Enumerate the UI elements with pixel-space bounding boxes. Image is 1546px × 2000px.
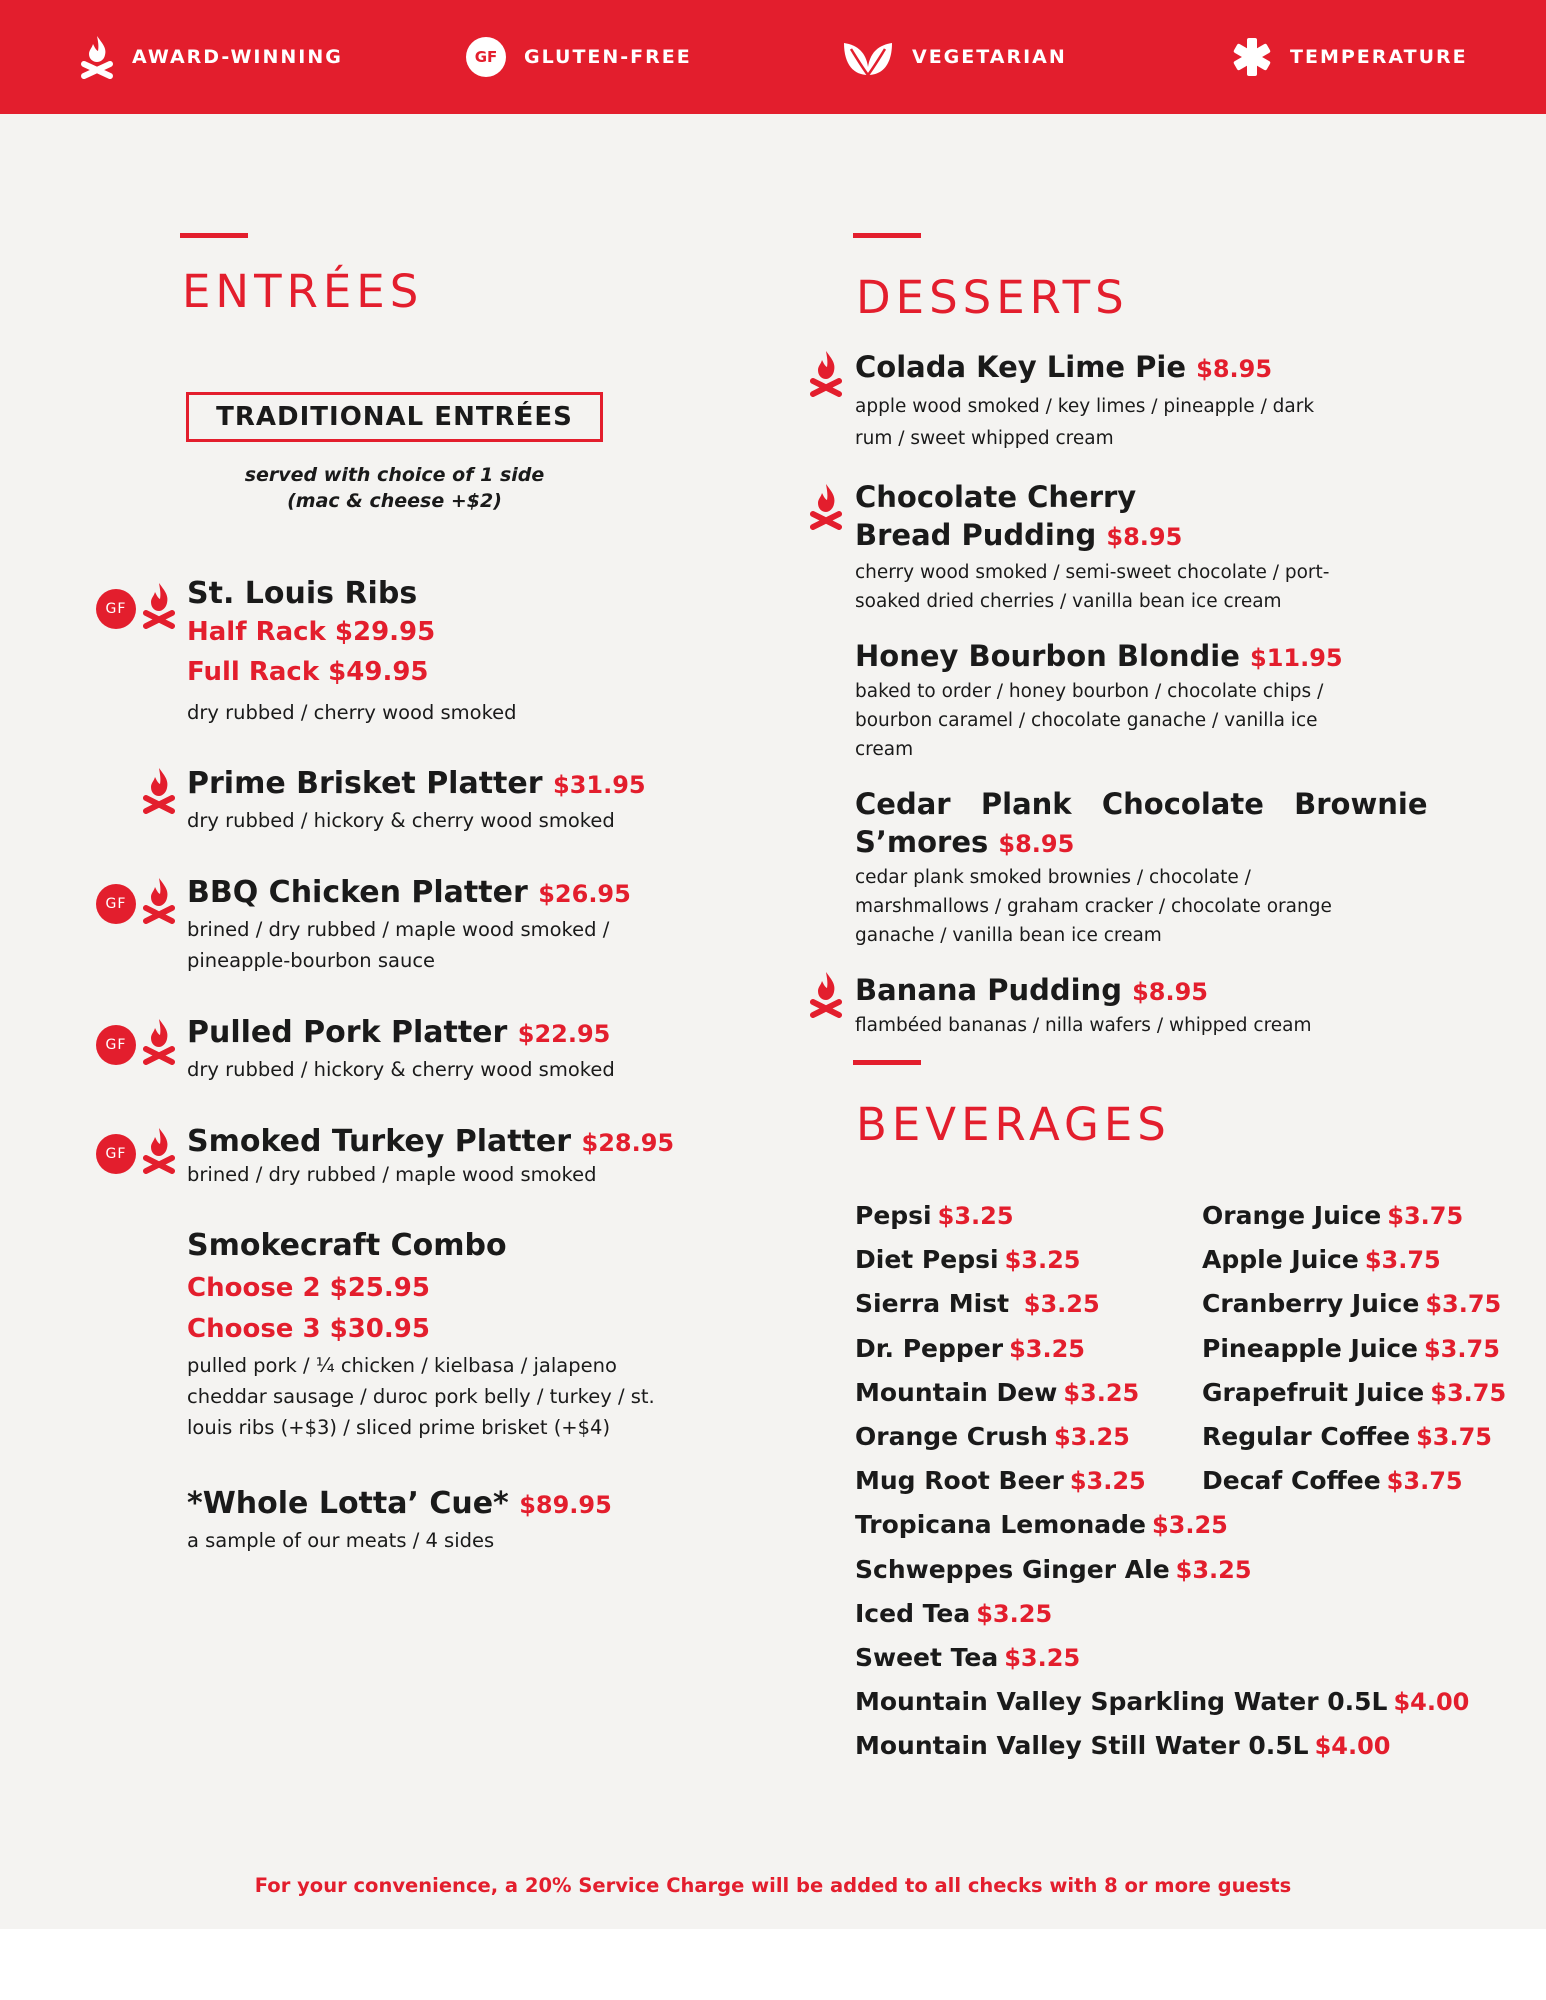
beverage-name: Decaf Coffee [1202, 1466, 1381, 1495]
campfire-icon [143, 876, 175, 924]
beverage-price: $3.25 [1053, 1423, 1130, 1451]
item-description: pineapple-bourbon sauce [187, 949, 436, 972]
gf-icon: GF [96, 589, 136, 629]
campfire-icon [143, 766, 175, 814]
campfire-icon [143, 1017, 175, 1065]
item-name: Bread Pudding [855, 518, 1097, 552]
item-price-full-rack: Full Rack $49.95 [187, 657, 429, 687]
beverage-item [1202, 1466, 1463, 1495]
beverage-item [855, 1510, 1228, 1539]
legend-label: VEGETARIAN [912, 46, 1067, 68]
beverage-price: $3.75 [1430, 1379, 1507, 1407]
item-price: $22.95 [517, 1020, 611, 1048]
beverage-price: $3.25 [1004, 1644, 1081, 1672]
item-name: Colada Key Lime Pie [855, 350, 1187, 384]
beverage-item [855, 1687, 1469, 1716]
traditional-entrees-heading: TRADITIONAL ENTRÉES [186, 392, 603, 442]
legend-label: TEMPERATURE [1290, 46, 1468, 68]
item-description: pulled pork / ¼ chicken / kielbasa / jalapeno [187, 1354, 617, 1377]
beverage-name: Sweet Tea [855, 1643, 999, 1672]
beverage-name: Mountain Valley Still Water 0.5L [855, 1731, 1309, 1760]
item-name: *Whole Lotta’ Cue* [187, 1486, 509, 1521]
beverage-item [855, 1201, 1014, 1230]
item-price: $31.95 [553, 771, 646, 799]
beverage-price: $3.75 [1416, 1423, 1492, 1451]
beverage-price: $3.25 [1069, 1467, 1146, 1495]
item-name-line [187, 1015, 615, 1052]
menu-item-banana-pudding [855, 971, 1312, 1040]
item-name-line [855, 516, 1329, 556]
beverage-name: Cranberry Juice [1202, 1289, 1420, 1318]
beverage-price: $3.75 [1387, 1202, 1464, 1230]
beverage-name: Grapefruit Juice [1202, 1378, 1425, 1407]
gf-icon: GF [96, 1134, 136, 1174]
item-name-line [187, 1124, 674, 1161]
item-name-line [187, 875, 631, 912]
item-name: Chocolate Cherry [855, 480, 1137, 514]
beverage-name: Mountain Dew [855, 1378, 1058, 1407]
item-description: soaked dried cherries / vanilla bean ice cream [855, 591, 1282, 612]
campfire-icon [810, 970, 842, 1018]
menu-item-colada-key-lime-pie [855, 348, 1314, 453]
item-description: cheddar sausage / duroc pork belly / turkey / st. [187, 1385, 655, 1408]
beverage-item [855, 1334, 1085, 1363]
item-description: marshmallows / graham cracker / chocolate orange [855, 896, 1332, 917]
campfire-icon [810, 482, 842, 530]
desserts-rule [853, 233, 921, 238]
beverage-item [855, 1378, 1139, 1407]
beverage-price: $4.00 [1314, 1732, 1391, 1760]
item-description: baked to order / honey bourbon / chocolate chips / [855, 681, 1324, 702]
item-name-line [855, 637, 1343, 677]
item-description: cedar plank smoked brownies / chocolate / [855, 867, 1251, 888]
legend-temperature [1232, 34, 1468, 80]
beverage-item [855, 1731, 1391, 1760]
item-name-line [187, 1486, 612, 1523]
beverage-name: Pepsi [855, 1201, 932, 1230]
item-description: louis ribs (+$3) / sliced prime brisket (+$4) [187, 1416, 611, 1439]
item-description: cherry wood smoked / semi-sweet chocolate / port- [855, 562, 1330, 583]
menu-item-bbq-chicken [187, 875, 631, 976]
item-name: Honey Bourbon Blondie [855, 639, 1240, 673]
entrees-rule [180, 233, 248, 238]
beverage-name: Mug Root Beer [855, 1466, 1064, 1495]
item-name: Pulled Pork Platter [187, 1015, 508, 1050]
beverage-price: $3.25 [1023, 1290, 1100, 1318]
menu-item-whole-lotta-cue [187, 1486, 612, 1556]
beverage-name: Orange Crush [855, 1422, 1048, 1451]
mac-cheese-note: (mac & cheese +$2) [287, 490, 502, 512]
item-description: flambéed bananas / nilla wafers / whipped cream [855, 1015, 1312, 1036]
beverage-item [1202, 1334, 1500, 1363]
beverage-price: $4.00 [1393, 1688, 1470, 1716]
legend-award-winning [80, 34, 343, 80]
campfire-icon [80, 34, 114, 80]
beverage-item [1202, 1289, 1501, 1318]
beverage-price: $3.25 [937, 1202, 1014, 1230]
item-name: Smokecraft Combo [187, 1228, 507, 1263]
beverage-item [855, 1643, 1080, 1672]
beverage-price: $3.25 [1175, 1556, 1252, 1584]
item-price: $11.95 [1250, 644, 1343, 672]
gf-icon: GF [466, 37, 506, 77]
beverage-item [855, 1466, 1146, 1495]
item-description: cream [855, 739, 914, 760]
service-charge-note: For your convenience, a 20% Service Charge will be added to all checks with 8 or more guests [254, 1874, 1292, 1897]
beverage-name: Sierra Mist [855, 1289, 1018, 1318]
served-with-note: served with choice of 1 side [244, 464, 545, 486]
item-name: St. Louis Ribs [187, 576, 418, 611]
menu-item-pulled-pork [187, 1015, 615, 1085]
beverage-name: Iced Tea [855, 1599, 971, 1628]
item-name-line [855, 348, 1314, 388]
beverages-title: BEVERAGES [856, 1098, 1171, 1151]
gf-icon: GF [96, 884, 136, 924]
beverage-price: $3.75 [1425, 1290, 1502, 1318]
item-description: brined / dry rubbed / maple wood smoked / [187, 918, 610, 941]
beverage-name: Pineapple Juice [1202, 1334, 1418, 1363]
beverage-name: Regular Coffee [1202, 1422, 1411, 1451]
item-name: BBQ Chicken Platter [187, 875, 528, 910]
beverage-price: $3.25 [1151, 1511, 1228, 1539]
item-price: $8.95 [998, 830, 1075, 858]
item-price: $26.95 [538, 880, 631, 908]
campfire-icon [810, 349, 842, 397]
beverage-price: $3.75 [1386, 1467, 1463, 1495]
item-price: $8.95 [1132, 978, 1208, 1006]
beverages-rule [853, 1060, 921, 1065]
menu-item-prime-brisket [187, 766, 646, 836]
item-name: Smoked Turkey Platter [187, 1124, 572, 1159]
beverage-name: Orange Juice [1202, 1201, 1382, 1230]
legend-label: GLUTEN-FREE [524, 46, 692, 68]
beverage-name: Schweppes Ginger Ale [855, 1555, 1170, 1584]
menu-item-smokecraft-combo [187, 1228, 655, 1443]
beverage-price: $3.25 [1009, 1335, 1085, 1363]
beverage-item [855, 1599, 1052, 1628]
item-price: $89.95 [519, 1491, 612, 1519]
beverage-name: Mountain Valley Sparkling Water 0.5L [855, 1687, 1388, 1716]
item-description: a sample of our meats / 4 sides [187, 1529, 495, 1552]
beverage-name: Diet Pepsi [855, 1245, 999, 1274]
gf-icon: GF [96, 1025, 136, 1065]
beverage-item [1202, 1245, 1441, 1274]
beverage-name: Apple Juice [1202, 1245, 1359, 1274]
menu-item-chocolate-cherry-bread-pudding [855, 478, 1329, 616]
menu-item-st-louis-ribs [187, 576, 517, 728]
entrees-title: ENTRÉES [182, 265, 424, 318]
item-description: rum / sweet whipped cream [855, 428, 1114, 449]
leaf-icon [842, 37, 894, 77]
item-description: brined / dry rubbed / maple wood smoked [187, 1163, 597, 1186]
legend-gluten-free [466, 34, 692, 80]
campfire-icon [143, 1126, 175, 1174]
item-price-choose-2: Choose 2 $25.95 [187, 1273, 430, 1303]
menu-item-honey-bourbon-blondie [855, 637, 1343, 764]
menu-item-smoked-turkey [187, 1124, 674, 1190]
item-price: $8.95 [1196, 355, 1273, 383]
item-name-line [855, 823, 1367, 863]
item-description: ganache / vanilla bean ice cream [855, 925, 1162, 946]
item-price-choose-3: Choose 3 $30.95 [187, 1314, 430, 1344]
beverage-price: $3.25 [1004, 1246, 1081, 1274]
legend-bar [0, 0, 1546, 114]
desserts-title: DESSERTS [856, 271, 1129, 324]
item-name: S’mores [855, 825, 989, 859]
item-name-line [855, 971, 1312, 1011]
item-price: $28.95 [581, 1129, 675, 1157]
item-name: Banana Pudding [855, 973, 1122, 1007]
item-name: Cedar Plank Chocolate Brownie [855, 787, 1428, 821]
item-description: dry rubbed / cherry wood smoked [187, 701, 517, 724]
item-name-line [187, 766, 646, 803]
beverage-name: Dr. Pepper [855, 1334, 1004, 1363]
legend-vegetarian [842, 34, 1067, 80]
beverage-price: $3.25 [976, 1600, 1053, 1628]
beverage-item [855, 1245, 1080, 1274]
beverage-price: $3.75 [1364, 1246, 1441, 1274]
legend-label: AWARD-WINNING [132, 46, 343, 68]
item-description: dry rubbed / hickory & cherry wood smoked [187, 1058, 615, 1081]
beverage-price: $3.25 [1063, 1379, 1140, 1407]
item-description: dry rubbed / hickory & cherry wood smoked [187, 809, 615, 832]
item-price: $8.95 [1106, 523, 1183, 551]
beverage-item [855, 1555, 1252, 1584]
item-description: bourbon caramel / chocolate ganache / vanilla ice [855, 710, 1318, 731]
item-price-half-rack: Half Rack $29.95 [187, 617, 436, 647]
beverage-item [1202, 1378, 1506, 1407]
beverage-item [855, 1289, 1100, 1318]
campfire-icon [143, 581, 175, 629]
beverage-price: $3.75 [1423, 1335, 1500, 1363]
asterisk-icon [1232, 37, 1272, 77]
beverage-item [855, 1422, 1130, 1451]
beverage-item [1202, 1422, 1492, 1451]
item-description: apple wood smoked / key limes / pineapple / dark [855, 396, 1315, 417]
item-name: Prime Brisket Platter [187, 766, 543, 801]
menu-item-cedar-plank-smores [855, 785, 1428, 950]
beverage-item [1202, 1201, 1463, 1230]
beverage-name: Tropicana Lemonade [855, 1510, 1146, 1539]
